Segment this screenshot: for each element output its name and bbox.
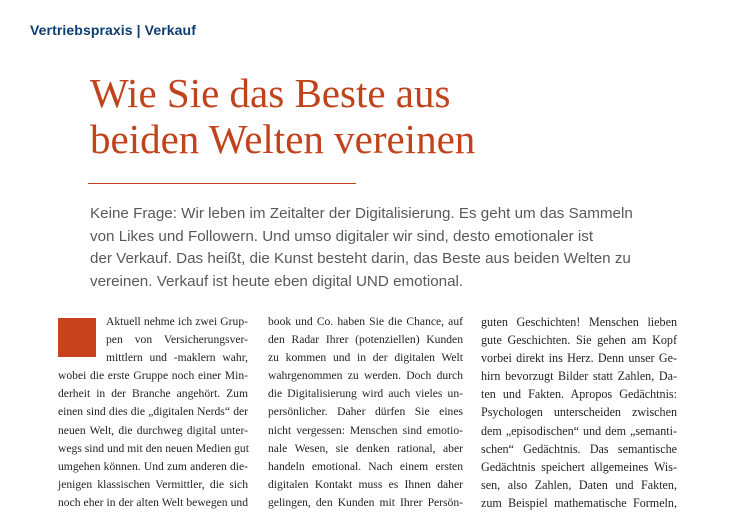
body-line: Gedächtnis speichert allgemeines Wis- — [481, 459, 677, 474]
title-divider — [88, 183, 356, 184]
body-column-2 — [268, 313, 463, 512]
body-line: Aktuell nehme ich zwei Grup- — [106, 315, 248, 328]
body-line: book und Co. haben Sie die Chance, auf — [268, 315, 463, 328]
lead-line: der Verkauf. Das heißt, die Kunst besteht darin, das Beste aus beiden Welten zu — [90, 250, 631, 267]
lead-paragraph — [90, 203, 700, 293]
body-line: pen von Versicherungsver- — [106, 333, 248, 347]
body-line: nicht vergessen: Menschen sind emotio- — [268, 423, 463, 437]
article-title — [90, 70, 690, 162]
body-line: ten und Fakten. Apropos Gedächtnis: — [481, 387, 677, 402]
body-line: noch eher in der alten Welt bewegen und — [58, 495, 248, 509]
body-line: umgehen können. Und zum anderen die- — [58, 459, 248, 473]
body-line: Psychologen unterscheiden zwischen — [481, 405, 677, 420]
body-line: gute Geschichten. Sie gehen am Kopf — [481, 333, 677, 348]
body-line: schen“ Gedächtnis. Das semantische — [481, 441, 677, 456]
body-line: mittlern und -maklern wahr, — [106, 351, 248, 365]
body-line: gelingen, den Kunden mit Ihrer Persön- — [268, 495, 463, 509]
body-line: den Radar Ihrer (potenziellen) Kunden — [268, 333, 463, 347]
body-line: derheit in der Branche angehört. Zum — [58, 387, 248, 401]
body-line: dem „episodischen“ und dem „semanti- — [481, 423, 677, 438]
body-line: zum Beispiel mathematische Formeln, — [481, 495, 677, 510]
body-line: einen sind dies die „digitalen Nerds“ der — [58, 405, 248, 419]
body-line: persönlicher. Daher dürfen Sie eines — [268, 405, 463, 419]
body-line: guten Geschichten! Menschen lieben — [481, 315, 677, 329]
body-line: vorbei direkt ins Herz. Denn unser Ge- — [481, 351, 677, 366]
title-line: Wie Sie das Beste aus — [90, 70, 451, 116]
body-column-1 — [58, 313, 248, 512]
body-line: handeln emotional. Nach einem ersten — [268, 459, 463, 473]
body-line: wobei die erste Gruppe noch einer Min- — [58, 369, 248, 383]
lead-line: von Likes und Followern. Und umso digitaler wir sind, desto emotionaler ist — [90, 227, 594, 245]
body-line: wegs sind und mit den neuen Medien gut — [58, 441, 249, 455]
body-line: jenigen klassischen Vermittler, die sich — [58, 477, 248, 491]
body-line: nale Wesen, sie denken rational, aber — [268, 441, 463, 455]
body-line: wahrgenommen zu werden. Doch durch — [268, 369, 463, 383]
body-column-3 — [481, 313, 677, 512]
body-line: digitalen Kontakt muss es Ihnen daher — [268, 477, 463, 491]
body-line: neuen Welt, die durchweg digital unter- — [58, 423, 248, 437]
title-line: beiden Welten vereinen — [90, 116, 476, 162]
body-line: zu kommen und in der digitalen Welt — [268, 351, 463, 365]
body-line: die Digitalisierung wird auch vieles un- — [268, 387, 463, 401]
body-line: sen, also Zahlen, Daten und Fakten, — [481, 477, 677, 492]
section-kicker: Vertriebspraxis | Verkauf — [30, 22, 196, 38]
body-line: hirn bevorzugt Bilder statt Zahlen, Da- — [481, 369, 677, 384]
lead-line: Keine Frage: Wir leben im Zeitalter der Digitalisierung. Es geht um das Sammeln — [90, 205, 633, 222]
lead-line: vereinen. Verkauf ist heute eben digital UND emotional. — [90, 272, 464, 290]
